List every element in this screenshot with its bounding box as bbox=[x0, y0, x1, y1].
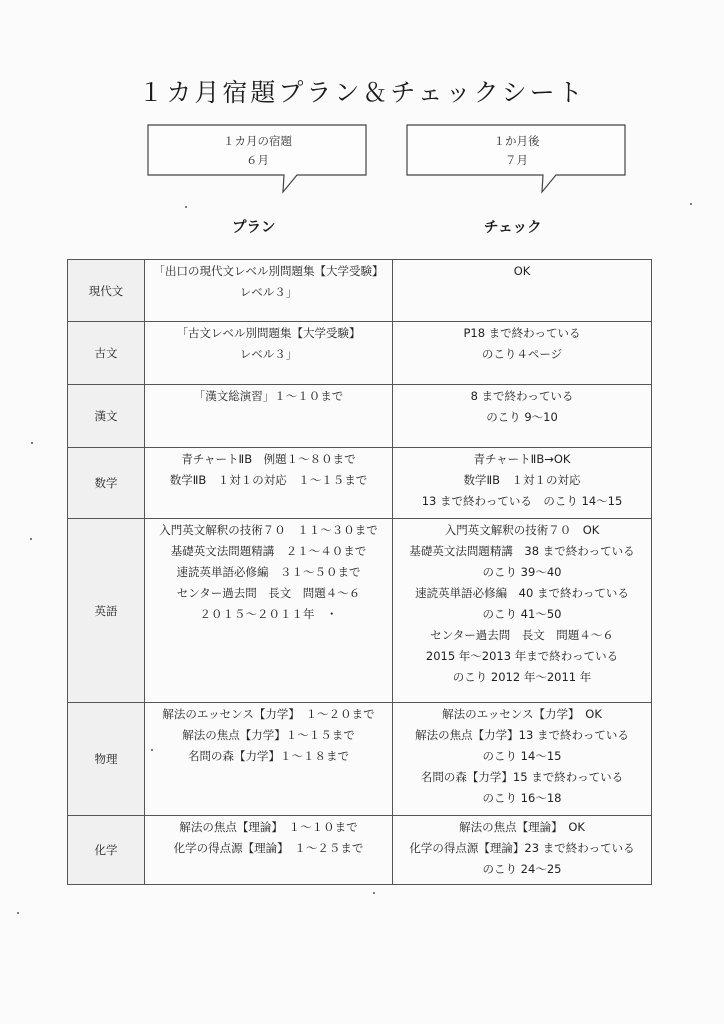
subject-cell: 漢文 bbox=[68, 385, 145, 448]
bubble-label: １か月後 bbox=[493, 134, 540, 148]
check-line: 基礎英文法問題精講 38 まで終わっている bbox=[409, 544, 635, 558]
check-line: 解法のエッセンス【力学】 OK bbox=[442, 707, 602, 721]
check-line: のこり 9～10 bbox=[486, 410, 558, 424]
subject-cell: 英語 bbox=[68, 519, 145, 703]
scan-speck bbox=[690, 203, 692, 205]
plan-cell bbox=[145, 385, 393, 448]
check-line: のこり４ページ bbox=[481, 347, 563, 361]
check-cell bbox=[393, 322, 652, 385]
check-line: 数学ⅡB １対１の対応 bbox=[463, 473, 581, 487]
check-line: のこり 14～15 bbox=[482, 749, 562, 763]
table-row bbox=[68, 448, 652, 519]
subject-cell: 化学 bbox=[68, 816, 145, 885]
plan-line: 名問の森【力学】１～１８まで bbox=[188, 749, 349, 763]
plan-cell bbox=[145, 816, 393, 885]
plan-line: 数学ⅡB １対１の対応 １～１５まで bbox=[169, 473, 368, 487]
bubble-month: ６月 bbox=[246, 153, 269, 167]
check-line: 速読英単語必修編 40 まで終わっている bbox=[415, 586, 629, 600]
subject-cell: 古文 bbox=[68, 322, 145, 385]
month-bubble-check bbox=[406, 124, 627, 174]
check-line: 解法の焦点【力学】13 まで終わっている bbox=[415, 728, 629, 742]
plan-line: 化学の得点源【理論】 １～２５まで bbox=[173, 841, 364, 855]
check-line: 2015 年～2013 年まで終わっている bbox=[425, 649, 619, 663]
check-cell bbox=[393, 385, 652, 448]
check-line: 入門英文解釈の技術７０ OK bbox=[444, 523, 600, 537]
plan-cell bbox=[145, 322, 393, 385]
plan-line: 入門英文解釈の技術７０ １１～３０まで bbox=[159, 523, 378, 537]
scan-speck bbox=[31, 442, 33, 444]
subject-cell: 物理 bbox=[68, 703, 145, 816]
table-row bbox=[68, 322, 652, 385]
check-line: 8 まで終わっている bbox=[470, 389, 574, 403]
plan-line: 「漢文総演習」１～１０まで bbox=[193, 389, 344, 403]
check-line: のこり 39～40 bbox=[482, 565, 562, 579]
check-column-heading: チェック bbox=[484, 220, 542, 236]
plan-line: レベル３」 bbox=[239, 347, 298, 361]
scan-speck bbox=[30, 538, 32, 540]
plan-line: ２０１５～２０１１年 ・ bbox=[199, 607, 338, 621]
plan-line: レベル３」 bbox=[239, 285, 298, 299]
check-cell bbox=[393, 703, 652, 816]
subject-cell: 数学 bbox=[68, 448, 145, 519]
check-line: 13 まで終わっている のこり 14～15 bbox=[421, 494, 623, 508]
month-bubble-plan-text bbox=[147, 132, 368, 170]
plan-line: 基礎英文法問題精講 ２１～４０まで bbox=[170, 544, 367, 558]
plan-line: 「出口の現代文レベル別問題集【大学受験】 bbox=[153, 264, 384, 278]
check-line: 名問の森【力学】15 まで終わっている bbox=[420, 770, 624, 784]
check-line: のこり 24～25 bbox=[482, 862, 562, 876]
check-line: 青チャートⅡB→OK bbox=[473, 452, 571, 466]
check-line: P18 まで終わっている bbox=[463, 326, 581, 340]
plan-cell bbox=[145, 703, 393, 816]
page-title: １カ月宿題プラン＆チェックシート bbox=[138, 78, 586, 107]
plan-cell bbox=[145, 260, 393, 322]
check-cell bbox=[393, 260, 652, 322]
plan-column-heading: プラン bbox=[232, 220, 276, 236]
plan-line: 青チャートⅡB 例題１～８０まで bbox=[181, 452, 356, 466]
check-line: 解法の焦点【理論】 OK bbox=[459, 820, 585, 834]
scan-speck bbox=[373, 892, 375, 894]
plan-line: 「古文レベル別問題集【大学受験】 bbox=[176, 326, 361, 340]
check-line: のこり 16～18 bbox=[482, 791, 562, 805]
subject-cell: 現代文 bbox=[68, 260, 145, 322]
plan-line: 速読英単語必修編 ３１～５０まで bbox=[176, 565, 361, 579]
plan-line: 解法の焦点【力学】１～１５まで bbox=[182, 728, 355, 742]
plan-cell bbox=[145, 519, 393, 703]
table-row bbox=[68, 816, 652, 885]
check-cell bbox=[393, 519, 652, 703]
plan-line: 解法の焦点【理論】 １～１０まで bbox=[179, 820, 358, 834]
check-cell bbox=[393, 448, 652, 519]
scan-speck bbox=[17, 912, 19, 914]
table-row bbox=[68, 519, 652, 703]
homework-table bbox=[67, 259, 652, 885]
plan-line: 解法のエッセンス【力学】 １～２０まで bbox=[162, 707, 375, 721]
table-row bbox=[68, 385, 652, 448]
month-bubble-check-text bbox=[406, 132, 627, 170]
plan-line: センター過去問 長文 問題４～６ bbox=[176, 586, 361, 600]
table-row bbox=[68, 260, 652, 322]
check-line: OK bbox=[513, 264, 531, 278]
scan-speck bbox=[151, 749, 153, 751]
plan-cell bbox=[145, 448, 393, 519]
bubble-month: ７月 bbox=[505, 153, 528, 167]
month-bubble-plan bbox=[147, 124, 368, 174]
table-row bbox=[68, 703, 652, 816]
bubble-label: １カ月の宿題 bbox=[223, 134, 292, 148]
scan-speck bbox=[185, 206, 187, 208]
check-cell bbox=[393, 816, 652, 885]
check-line: のこり 41～50 bbox=[482, 607, 562, 621]
check-line: センター過去問 長文 問題４～６ bbox=[430, 628, 614, 642]
check-line: 化学の得点源【理論】23 まで終わっている bbox=[409, 841, 635, 855]
check-line: のこり 2012 年～2011 年 bbox=[452, 670, 592, 684]
